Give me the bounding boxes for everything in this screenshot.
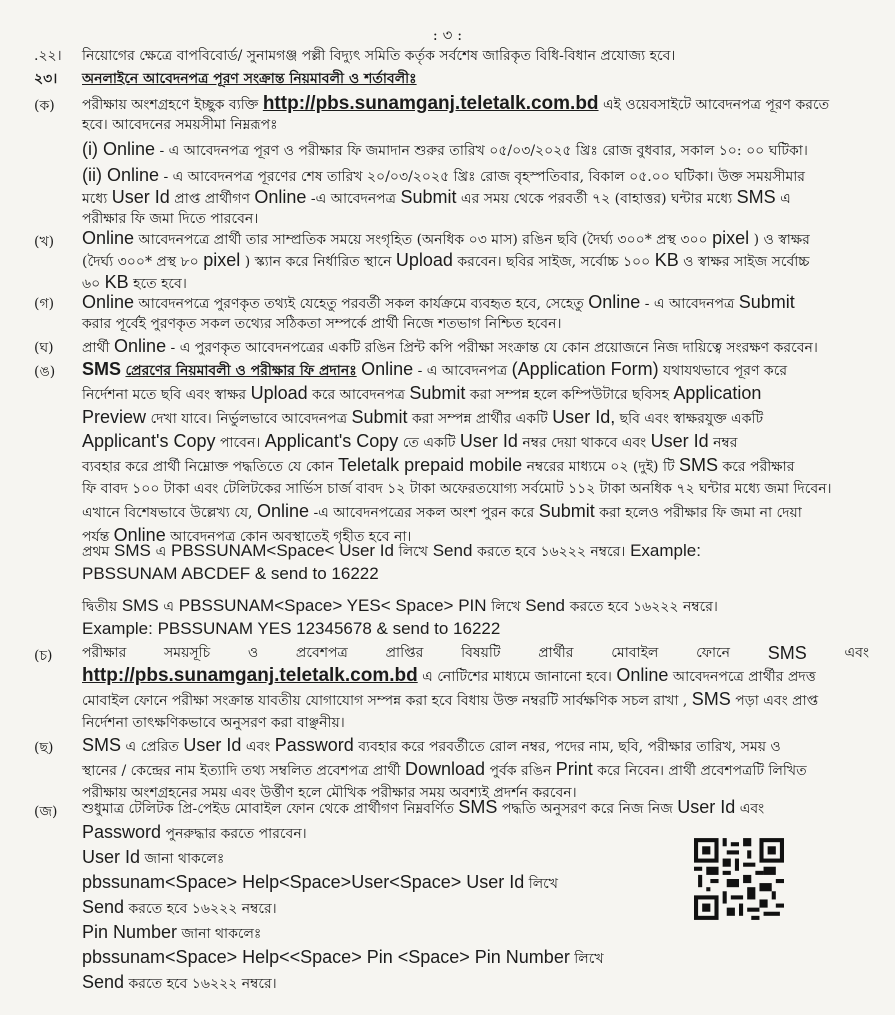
item-umo-text: SMS প্রেরণের নিয়মাবলী ও পরীক্ষার ফি প্রদানঃ Online - এ আবেদনপত্র (Application Form) যথাযথভাবে পূরণ করে নির্দেশনা মতে ছবি এবং স্বাক্ষর Upload করে আবেদনপত্র Submit করা সম্পন্ন হলে কম্পিউটারে ছবিসহ Application Preview দেখা যাবে। নির্ভুলভাবে আবেদনপত্র Submit করা সম্পন্ন প্রার্থীর একটি User Id, ছবি এবং স্বাক্ষরযুক্ত একটি Applicant's Copy পাবেন। Applicant's Copy তে একটি User Id নম্বর দেয়া থাকবে এবং User Id নম্বর ব্যবহার করে প্রার্থী নিম্নোক্ত পদ্ধতিতে যে কোন Teletalk prepaid mobile নম্বরের মাধ্যমে ০২ (দুই) টি SMS করে পরীক্ষার ফি বাবদ ১০০ টাকা এবং টেলিটকের সার্ভিস চার্জ বাবদ ১২ টাকা অফেরতযোগ্য সর্বমোট ১১২ টাকা অনধিক ৭২ ঘন্টার মধ্যে জমা দিবেন। এখানে বিশেষভাবে উল্লেখ্য যে, Online -এ আবেদনপত্রের সকল অংশ পুরন করে Submit করা হলেও পরীক্ষার ফি জমা না দেয়া পর্যন্ত Online আবেদনপত্র কোন অবস্থাতেই গৃহীত হবে না। (82, 359, 832, 545)
sms-instruction-1: প্রথম SMS এ PBSSUNAM<Space< User Id লিখে Send করতে হবে ১৬২২২ নম্বরে। Example: PBSSUNAM ABCDEF & send to 16222 (82, 541, 701, 583)
item-kha-label: (খ) (34, 234, 55, 250)
teletalk-url-link-2[interactable]: http://pbs.sunamganj.teletalk.com.bd (82, 665, 418, 686)
page-number: : ৩ : (432, 26, 463, 44)
qr-code-icon (694, 838, 784, 920)
item-22-label: .২২। (34, 48, 62, 64)
item-ka-label: (ক) (34, 98, 55, 114)
teletalk-url-link[interactable]: http://pbs.sunamganj.teletalk.com.bd (262, 93, 599, 114)
item-ja-text: শুধুমাত্র টেলিটক প্রি-পেইড মোবাইল ফোন থেকে প্রার্থীগণ নিম্নবর্ণিত SMS পদ্ধতি অনুসরণ করে নিজ নিজ User Id এবং Password পুনরুদ্ধার করতে পারবেন। User Id জানা থাকলেঃ pbssunam<Space> Help<Space>User<Space> User Id লিখে Send করতে হবে ১৬২২২ নম্বরে। Pin Number জানা থাকলেঃ pbssunam<Space> Help<<Space> Pin <Space> Pin Number লিখে Send করতে হবে ১৬২২২ নম্বরে। (82, 797, 765, 992)
item-gha-text: প্রার্থী Online - এ পুরণকৃত আবেদনপত্রের একটি রঙিন প্রিন্ট কপি পরীক্ষা সংক্রান্ত যে কোন প্রয়োজনে নিজ দায়িত্বে সংরক্ষণ করবেন। (82, 336, 818, 356)
item-umo-label: (ঙ) (34, 364, 56, 380)
sms-instruction-2: দ্বিতীয় SMS এ PBSSUNAM<Space> YES< Space> PIN লিখে Send করতে হবে ১৬২২২ নম্বরে। Example: PBSSUNAM YES 12345678 & send to 16222 (82, 596, 718, 638)
item-ja-label: (জ) (34, 804, 58, 820)
item-ga-label: (গ) (34, 296, 55, 312)
item-cha-label: (চ) (34, 648, 53, 664)
item-23-label: ২৩। (34, 71, 58, 87)
item-23-heading: অনলাইনে আবেদনপত্র পূরণ সংক্রান্ত নিয়মাবলী ও শর্তাবলীঃ (82, 71, 417, 87)
item-ka-text: পরীক্ষায় অংশগ্রহণে ইচ্ছুক ব্যক্তি http://pbs.sunamganj.teletalk.com.bd এই ওয়েবসাইটে আবেদনপত্র পূরণ করতে হবে। আবেদনের সময়সীমা নিম্নরূপঃ (i) Online - এ আবেদনপত্র পূরণ ও পরীক্ষার ফি জমাদান শুরুর তারিখ ০৫/০৩/২০২৫ খ্রিঃ রোজ বুধবার, সকাল ১০: ০০ ঘটিকা। (ii) Online - এ আবেদনপত্র পূরণের শেষ তারিখ ২০/০৩/২০২৫ খ্রিঃ রোজ বৃহস্পতিবার, বিকাল ০৫.০০ ঘটিকা। উক্ত সময়সীমার মধ্যে User Id প্রাপ্ত প্রার্থীগণ Online -এ আবেদনপত্র Submit এর সময় থেকে পরবর্তী ৭২ (বাহাত্তর) ঘন্টার মধ্যে SMS এ পরীক্ষার ফি জমা দিতে পারবেন। (82, 93, 830, 227)
item-kha-text: Online আবেদনপত্রে প্রার্থী তার সাম্প্রতিক সময়ে সংগৃহিত (অনধিক ০৩ মাস) রঙিন ছবি (দৈর্ঘ্য ৩০০* প্রস্থ ৩০০ pixel ) ও স্বাক্ষর (দৈর্ঘ্য ৩০০* প্রস্থ ৮০ pixel ) স্ক্যান করে নির্ধারিত স্থানে Upload করবেন। ছবির সাইজ, সর্বোচ্চ ১০০ KB ও স্বাক্ষর সাইজ সর্বোচ্চ ৬০ KB হতে হবে। (82, 228, 810, 292)
item-cha-text: পরীক্ষার সময়সূচি ও প্রবেশপত্র প্রাপ্তির বিষয়টি প্রার্থীর মোবাইল ফোনে SMS এবং http://pbs.sunamganj.teletalk.com.bd এ নোটিশের মাধ্যমে জানানো হবে। Online আবেদনপত্রে প্রার্থীর প্রদত্ত মোবাইল ফোনে পরীক্ষা সংক্রান্ত যাবতীয় যোগাযোগ সম্পন্ন করা হবে বিধায় উক্ত নম্বরটি সার্বক্ষণিক সচল রাখা , SMS পড়া এবং প্রাপ্ত নির্দেশনা তাৎক্ষণিকভাবে অনুসরণ করা বাঞ্ছনীয়। (82, 643, 869, 731)
item-gha-label: (ঘ) (34, 340, 54, 356)
item-ga-text: Online আবেদনপত্রে পুরণকৃত তথ্যই যেহেতু পরবর্তী সকল কার্যক্রমে ব্যবহৃত হবে, সেহেতু Online - এ আবেদনপত্র Submit করার পূর্বেই পুরণকৃত সকল তথ্যের সঠিকতা সম্পর্কে প্রার্থী নিজে শতভাগ নিশ্চিত হবেন। (82, 292, 795, 332)
item-chha-label: (ছ) (34, 740, 54, 756)
item-chha-text: SMS এ প্রেরিত User Id এবং Password ব্যবহার করে পরবর্তীতে রোল নম্বর, পদের নাম, ছবি, পরীক্ষার তারিখ, সময় ও স্থানের / কেন্দ্রের নাম ইত্যাদি তথ্য সম্বলিত প্রবেশপত্র প্রার্থী Download পুর্বক রঙিন Print করে নিবেন। প্রার্থী প্রবেশপত্রটি লিখিত পরীক্ষায় অংশগ্রহনের সময় এবং উর্ত্তীণ হলে মৌখিক পরীক্ষার সময় অবশ্যই প্রদর্শন করবেন। (82, 735, 807, 801)
item-22-text: নিয়োগের ক্ষেত্রে বাপবিবোর্ড/ সুনামগঞ্জ পল্লী বিদ্যুৎ সমিতি কর্তৃক সর্বশেষ জারিকৃত বিধি-বিধান প্রযোজ্য হবে। (82, 48, 676, 64)
